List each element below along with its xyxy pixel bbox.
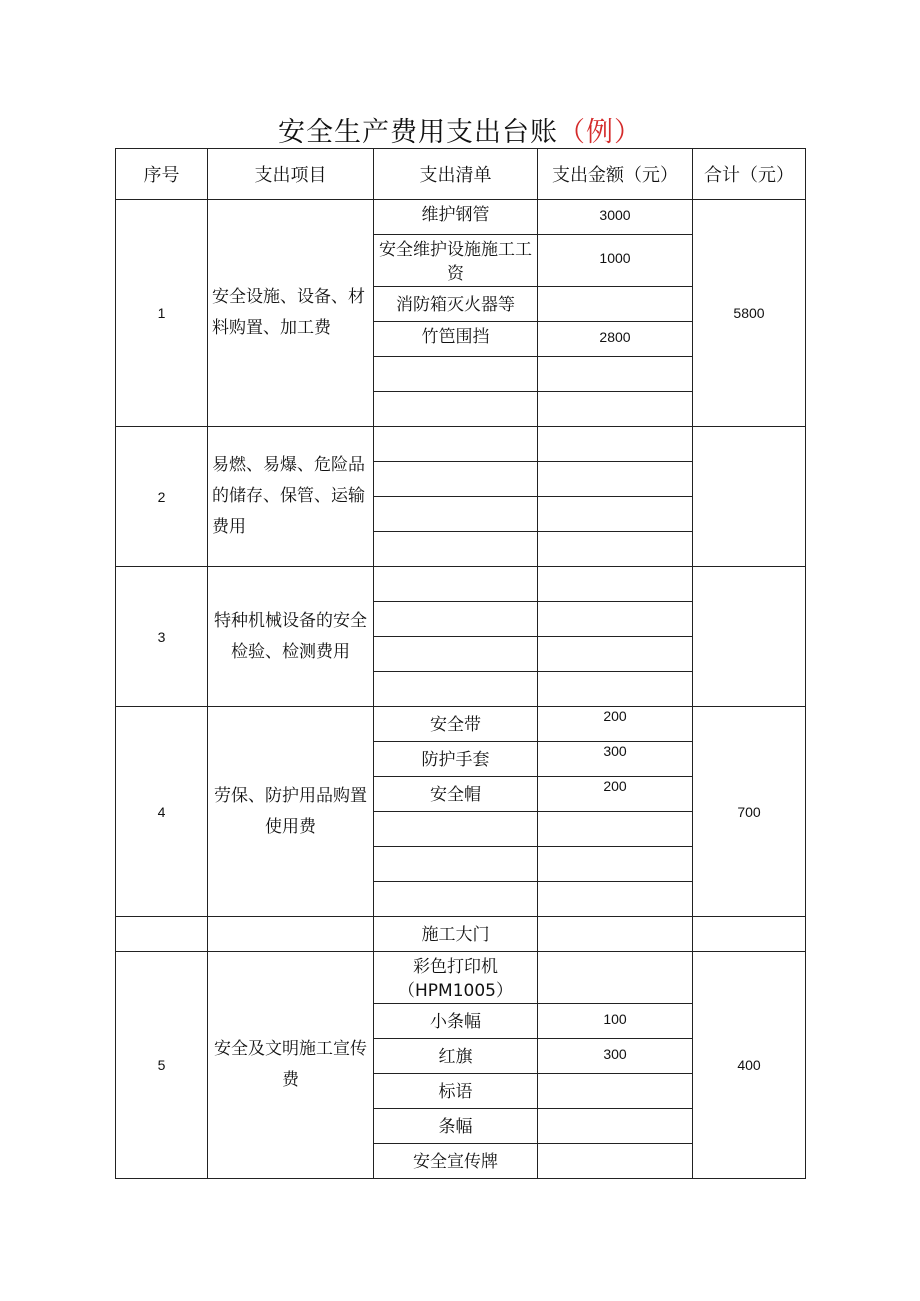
amount-cell <box>538 497 693 532</box>
group-4-no: 4 <box>116 707 208 917</box>
list-cell <box>374 567 538 602</box>
amount-cell: 3000 <box>538 200 693 235</box>
amount-cell <box>538 637 693 672</box>
amount-cell <box>538 917 693 952</box>
amount-cell: 100 <box>538 1004 693 1039</box>
header-row <box>116 149 806 200</box>
header-item: 支出项目 <box>208 149 374 200</box>
amount-cell <box>538 952 693 1004</box>
amount-cell: 300 <box>538 1039 693 1074</box>
title-main: 安全生产费用支出台账 <box>278 117 558 148</box>
list-cell <box>374 427 538 462</box>
page-title <box>0 110 920 149</box>
group-5-item: 安全及文明施工宣传费 <box>208 952 374 1179</box>
list-cell <box>374 847 538 882</box>
table-row <box>116 707 806 742</box>
list-cell <box>374 637 538 672</box>
list-cell <box>374 882 538 917</box>
list-cell: 消防箱灭火器等 <box>374 287 538 322</box>
group-2-total <box>693 427 806 567</box>
amount-cell <box>538 1109 693 1144</box>
amount-cell <box>538 672 693 707</box>
header-no: 序号 <box>116 149 208 200</box>
amount-cell: 1000 <box>538 235 693 287</box>
amount-cell <box>538 602 693 637</box>
amount-cell <box>538 1074 693 1109</box>
table-row <box>116 567 806 602</box>
amount-cell: 200 <box>538 707 693 742</box>
list-cell: 彩色打印机（HPM1005） <box>374 952 538 1004</box>
group-4-item: 劳保、防护用品购置使用费 <box>208 707 374 917</box>
amount-cell <box>538 427 693 462</box>
group-4-total: 700 <box>693 707 806 917</box>
group-1-item: 安全设施、设备、材料购置、加工费 <box>208 200 374 427</box>
list-cell <box>374 812 538 847</box>
amount-cell: 300 <box>538 742 693 777</box>
list-cell: 安全维护设施施工工资 <box>374 235 538 287</box>
list-cell: 红旗 <box>374 1039 538 1074</box>
list-cell <box>374 602 538 637</box>
list-cell: 安全带 <box>374 707 538 742</box>
amount-cell <box>538 462 693 497</box>
list-cell: 条幅 <box>374 1109 538 1144</box>
amount-cell <box>538 1144 693 1179</box>
amount-cell: 2800 <box>538 322 693 357</box>
header-total: 合计（元） <box>693 149 806 200</box>
amount-cell <box>538 357 693 392</box>
list-cell <box>374 357 538 392</box>
amount-cell <box>538 812 693 847</box>
expense-ledger-table <box>115 148 806 1179</box>
title-accent: （例） <box>558 117 642 148</box>
list-cell: 标语 <box>374 1074 538 1109</box>
group-1-total: 5800 <box>693 200 806 427</box>
list-cell <box>374 462 538 497</box>
unnumbered-total <box>693 917 806 952</box>
list-cell: 小条幅 <box>374 1004 538 1039</box>
list-cell: 防护手套 <box>374 742 538 777</box>
table-row <box>116 917 806 952</box>
group-1-no: 1 <box>116 200 208 427</box>
amount-cell <box>538 392 693 427</box>
group-5-no: 5 <box>116 952 208 1179</box>
unnumbered-no <box>116 917 208 952</box>
list-cell: 施工大门 <box>374 917 538 952</box>
group-3-item: 特种机械设备的安全检验、检测费用 <box>208 567 374 707</box>
list-cell: 安全帽 <box>374 777 538 812</box>
amount-cell <box>538 287 693 322</box>
group-2-item: 易燃、易爆、危险品的储存、保管、运输费用 <box>208 427 374 567</box>
list-cell <box>374 672 538 707</box>
group-3-no: 3 <box>116 567 208 707</box>
unnumbered-item <box>208 917 374 952</box>
table-row <box>116 952 806 1004</box>
header-list: 支出清单 <box>374 149 538 200</box>
list-cell: 维护钢管 <box>374 200 538 235</box>
table-row <box>116 200 806 235</box>
amount-cell <box>538 847 693 882</box>
group-3-total <box>693 567 806 707</box>
list-cell <box>374 497 538 532</box>
list-cell <box>374 532 538 567</box>
amount-cell <box>538 532 693 567</box>
list-cell: 安全宣传牌 <box>374 1144 538 1179</box>
amount-cell <box>538 882 693 917</box>
header-amount: 支出金额（元） <box>538 149 693 200</box>
group-2-no: 2 <box>116 427 208 567</box>
table-row <box>116 427 806 462</box>
list-cell: 竹笆围挡 <box>374 322 538 357</box>
amount-cell <box>538 567 693 602</box>
list-cell <box>374 392 538 427</box>
amount-cell: 200 <box>538 777 693 812</box>
group-5-total: 400 <box>693 952 806 1179</box>
